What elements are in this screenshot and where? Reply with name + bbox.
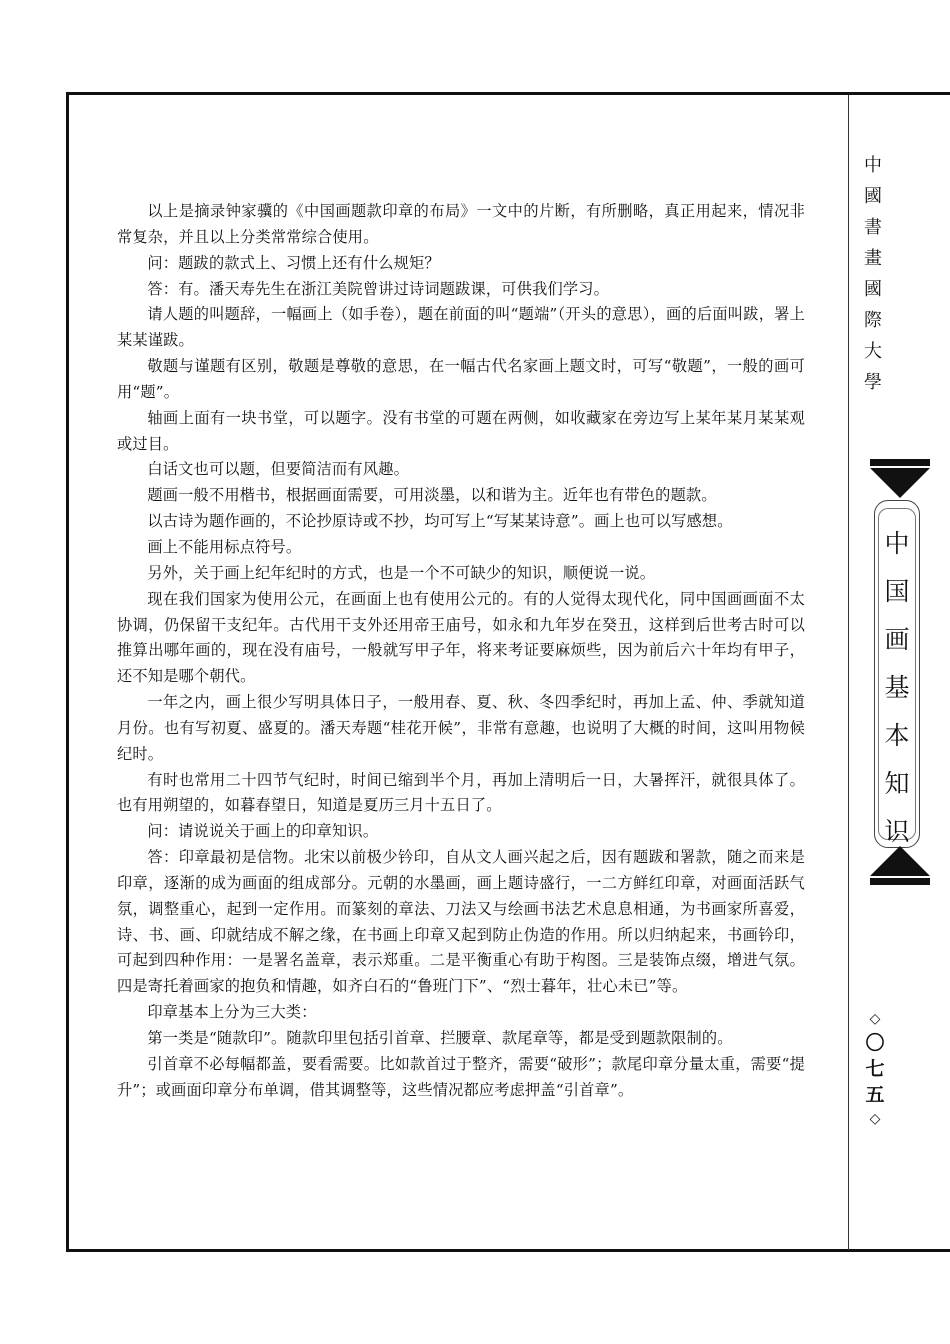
school-name-char: 中 xyxy=(864,155,882,176)
paragraph: 引首章不必每幅都盖，要看需要。比如款首过于整齐，需要“破形”；款尾印章分量太重，需要“提升”；或画面印章分布单调，借其调整等，这些情况都应考虑押盖“引首章”。 xyxy=(117,1054,805,1099)
paragraph: 请人题的叫题辞，一幅画上（如手卷），题在前面的叫“题端”（开头的意思），画的后面叫跋，署上某某谨跋。 xyxy=(117,305,805,350)
book-title-char: 识 xyxy=(884,817,910,846)
title-banner-top-bar xyxy=(870,459,930,466)
paragraph: 另外，关于画上纪年纪时的方式，也是一个不可缺少的知识，顺便说一说。 xyxy=(147,563,656,582)
school-name-char: 大 xyxy=(864,341,882,362)
paragraph: 有时也常用二十四节气纪时，时间已缩到半个月，再加上清明后一日，大暑挥汗，就很具体了。也有用朔望的，如暮春望日，知道是夏历三月十五日了。 xyxy=(117,770,805,815)
book-title-char: 本 xyxy=(884,721,910,750)
paragraph: 印章基本上分为三大类： xyxy=(147,1003,317,1022)
paragraph: 以上是摘录钟家骥的《中国画题款印章的布局》一文中的片断，有所删略，真正用起来，情况非常复杂，并且以上分类常常综合使用。 xyxy=(117,202,805,246)
page-number-digit: 〇 xyxy=(865,1032,885,1054)
main-text xyxy=(117,199,805,1104)
school-name-char: 際 xyxy=(864,310,882,331)
title-banner-bottom-bar xyxy=(870,878,930,885)
sidebar-divider xyxy=(848,95,849,1250)
paragraph: 一年之内，画上很少写明具体日子，一般用春、夏、秋、冬四季纪时，再加上孟、仲、季就知道月份。也有写初夏、盛夏的。潘天寿题“桂花开候”，非常有意趣，也说明了大概的时间，这叫用物候纪时。 xyxy=(117,693,805,763)
school-name-char: 國 xyxy=(864,186,882,207)
paragraph: 第一类是“随款印”。随款印里包括引首章、拦腰章、款尾章等，都是受到题款限制的。 xyxy=(147,1029,733,1047)
school-name-char: 書 xyxy=(864,217,882,238)
paragraph: 问：题跋的款式上、习惯上还有什么规矩？ xyxy=(147,253,440,272)
page-number-digit: 七 xyxy=(865,1058,885,1080)
diamond-icon: ◇ xyxy=(869,1111,881,1127)
book-title-char: 基 xyxy=(884,673,910,702)
diamond-icon: ◇ xyxy=(869,1011,881,1027)
paragraph: 题画一般不用楷书，根据画面需要，可用淡墨，以和谐为主。近年也有带色的题款。 xyxy=(147,486,717,505)
paragraph: 问：请说说关于画上的印章知识。 xyxy=(147,822,379,841)
paragraph: 现在我们国家为使用公元，在画面上也有使用公元的。有的人觉得太现代化，同中国画画面不太协调，仍保留干支纪年。古代用干支外还用帝王庙号，如永和九年岁在癸丑，这样到后世考古时可以推算出哪年画的，现在没有庙号，一般就写甲子年，将来考证要麻烦些，因为前后六十年均有甲子，还不知是哪个朝代。 xyxy=(117,589,805,686)
paragraph: 答：有。潘天寿先生在浙江美院曾讲过诗词题跋课，可供我们学习。 xyxy=(147,279,610,298)
paragraph: 白话文也可以题，但要简洁而有风趣。 xyxy=(147,460,409,479)
book-title-char: 知 xyxy=(884,769,910,798)
title-banner-bottom-point xyxy=(870,846,930,876)
book-title-char: 中 xyxy=(884,529,910,558)
paragraph: 答：印章最初是信物。北宋以前极少钤印，自从文人画兴起之后，因有题跋和署款，随之而来是印章，逐渐的成为画面的组成部分。元朝的水墨画，画上题诗盛行，一二方鲜红印章，对画面活跃气氛，调整重心，起到一定作用。而篆刻的章法、刀法又与绘画书法艺术息息相通，为书画家所喜爱，诗、书、画、印就结成不解之缘，在书画上印章又起到防止伪造的作用。所以归纳起来，书画钤印，可起到四种作用：一是署名盖章，表示郑重。二是平衡重心有助于构图。三是装饰点缀，增进气氛。四是寄托着画家的抱负和情趣，如齐白石的“鲁班门下”、“烈士暮年，壮心未已”等。 xyxy=(117,848,805,996)
paragraph: 画上不能用标点符号。 xyxy=(147,537,302,556)
school-name-char: 國 xyxy=(864,279,882,300)
page-number-digit: 五 xyxy=(865,1084,885,1106)
book-title-char: 国 xyxy=(884,577,910,606)
paragraph: 轴画上面有一块书堂，可以题字。没有书堂的可题在两侧，如收藏家在旁边写上某年某月某某观或过目。 xyxy=(117,408,805,453)
book-title-char: 画 xyxy=(884,625,910,654)
title-banner-top-point xyxy=(870,468,930,498)
school-name-char: 畫 xyxy=(864,248,882,269)
page-number xyxy=(861,1008,889,1130)
book-title xyxy=(874,520,920,856)
paragraph: 以古诗为题作画的，不论抄原诗或不抄，均可写上“写某某诗意”。画上也可以写感想。 xyxy=(147,512,733,531)
school-name xyxy=(858,150,888,398)
paragraph: 敬题与谨题有区别，敬题是尊敬的意思，在一幅古代名家画上题文时，可写“敬题”，一般的画可用“题”。 xyxy=(117,357,805,401)
school-name-char: 學 xyxy=(864,372,882,393)
